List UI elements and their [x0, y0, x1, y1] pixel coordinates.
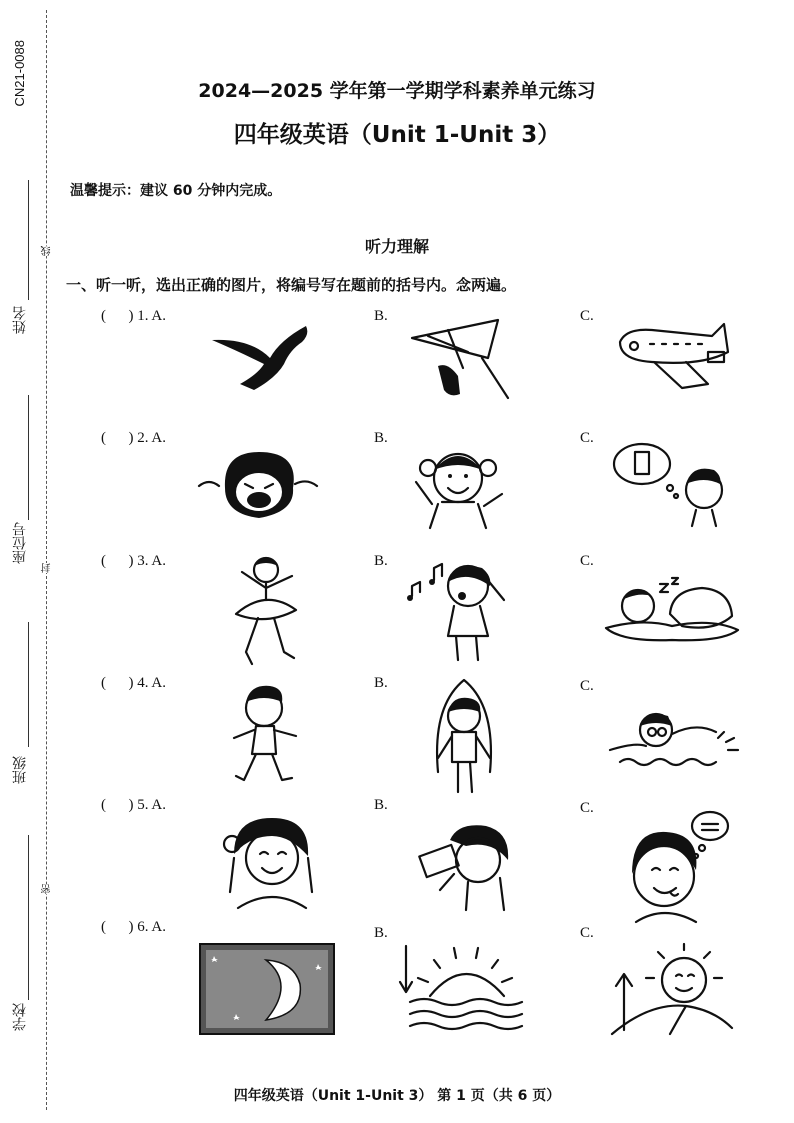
smiling-girl-icon [220, 814, 320, 914]
sleeping-kids-icon [602, 574, 742, 644]
question-5-label: ( ) 5. A. [101, 797, 166, 813]
question-1-option-c: C. [580, 308, 594, 324]
question-6-label: ( ) 6. A. [101, 919, 166, 935]
cut-mark-line: 线 [42, 246, 53, 256]
question-1-option-b: B. [374, 308, 388, 324]
airplane-icon [612, 322, 736, 392]
crying-girl-icon [195, 448, 320, 524]
question-6-option-c: C. [580, 925, 594, 941]
question-4-option-c: C. [580, 678, 594, 694]
swimming-boy-icon [606, 708, 742, 770]
question-1-label: ( ) 1. A. [101, 308, 166, 324]
school-field-line [28, 835, 29, 1000]
cut-line [46, 10, 47, 1110]
night-moon-icon [200, 944, 334, 1034]
question-3-option-b: B. [374, 553, 388, 569]
hungry-girl-icon [626, 810, 738, 926]
name-field-label: 姓名 [12, 306, 28, 334]
happy-girl-icon [406, 442, 512, 530]
kite-icon [408, 318, 518, 400]
question-3-option-c: C. [580, 553, 594, 569]
jumping-rope-boy-icon [428, 676, 500, 798]
drinking-girl-icon [414, 820, 518, 912]
section-title: 听力理解 [364, 237, 429, 256]
class-field-line [28, 622, 29, 747]
question-4-option-b: B. [374, 675, 388, 691]
seat-field-line [28, 395, 29, 520]
swallow-icon [210, 320, 315, 392]
page-footer: 四年级英语（Unit 1-Unit 3） 第 1 页（共 6 页） [233, 1088, 561, 1104]
question-4-label: ( ) 4. A. [101, 675, 166, 691]
instruction: 一、听一听，选出正确的图片，将编号写在题前的括号内。念两遍。 [66, 276, 517, 294]
thirsty-boy-icon [610, 440, 734, 530]
question-3-label: ( ) 3. A. [101, 553, 166, 569]
running-boy-icon [226, 680, 302, 790]
paper-code: CN21-0088 [12, 40, 27, 107]
question-5-option-b: B. [374, 797, 388, 813]
dancing-girl-icon [222, 552, 306, 670]
seat-field-label: 座位号 [12, 522, 28, 564]
cut-mark-secret: 密 [42, 884, 53, 894]
question-6-option-b: B. [374, 925, 388, 941]
time-tip: 温馨提示：建议 60 分钟内完成。 [70, 183, 282, 199]
singing-girl-icon [404, 556, 516, 664]
sunset-icon [396, 944, 536, 1034]
cut-mark-seal: 封 [42, 563, 53, 573]
question-2-label: ( ) 2. A. [101, 430, 166, 446]
sunrise-icon [610, 944, 734, 1036]
question-2-option-b: B. [374, 430, 388, 446]
question-2-option-c: C. [580, 430, 594, 446]
exam-subtitle: 四年级英语（Unit 1-Unit 3） [233, 122, 561, 148]
exam-title: 2024—2025 学年第一学期学科素养单元练习 [198, 80, 596, 102]
school-field-label: 学校 [12, 1003, 28, 1031]
class-field-label: 班级 [12, 756, 28, 784]
question-5-option-c: C. [580, 800, 594, 816]
